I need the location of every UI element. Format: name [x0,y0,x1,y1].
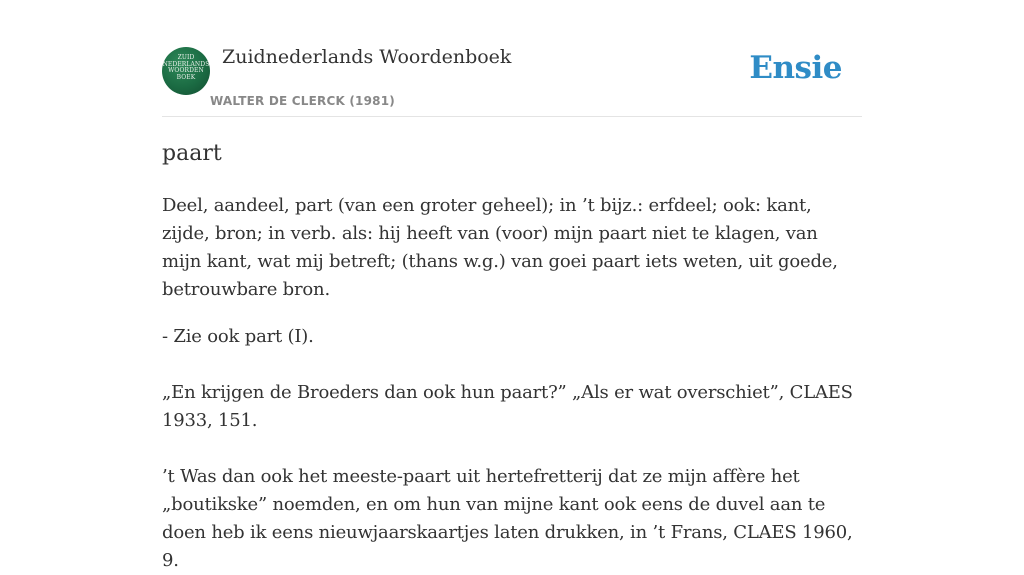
entry-definition: Deel, aandeel, part (van een groter geheel); in ’t bijz.: erfdeel; ook: kant, zijde, bron; in verb. als: hij heeft van (voor) mijn paart niet te klagen, van mijn kant, wat mij betreft; (thans w.g.) van goei paart iets weten, uit goede, betrouwbare bron. [162,195,838,300]
citation-quote: ’t Was dan ook het meeste-paart uit hertefretterij dat ze mijn affère het „boutikske” noemden, en om hun van mijne kant ook eens de duvel aan te doen heb ik eens nieuwjaarskaartjes laten drukken, in ’t Frans, CLAES 1960, 9. [162,466,853,571]
ensie-logo-link[interactable]: Ensie [749,50,842,86]
book-logo[interactable] [162,47,210,95]
book-logo-text: ZUID NEDERLANDS WOORDEN BOEK [162,54,210,81]
entry-content [162,138,862,575]
source-header [162,44,862,117]
entry-headword: paart [162,141,222,166]
citation-quote: „En krijgen de Broeders dan ook hun paart?” „Als er wat overschiet”, CLAES 1933, 151. [162,382,853,431]
see-also-link[interactable]: - Zie ook part (I). [162,326,314,347]
book-author: WALTER DE CLERCK (1981) [210,94,395,108]
book-title[interactable]: Zuidnederlands Woordenboek [222,46,512,68]
